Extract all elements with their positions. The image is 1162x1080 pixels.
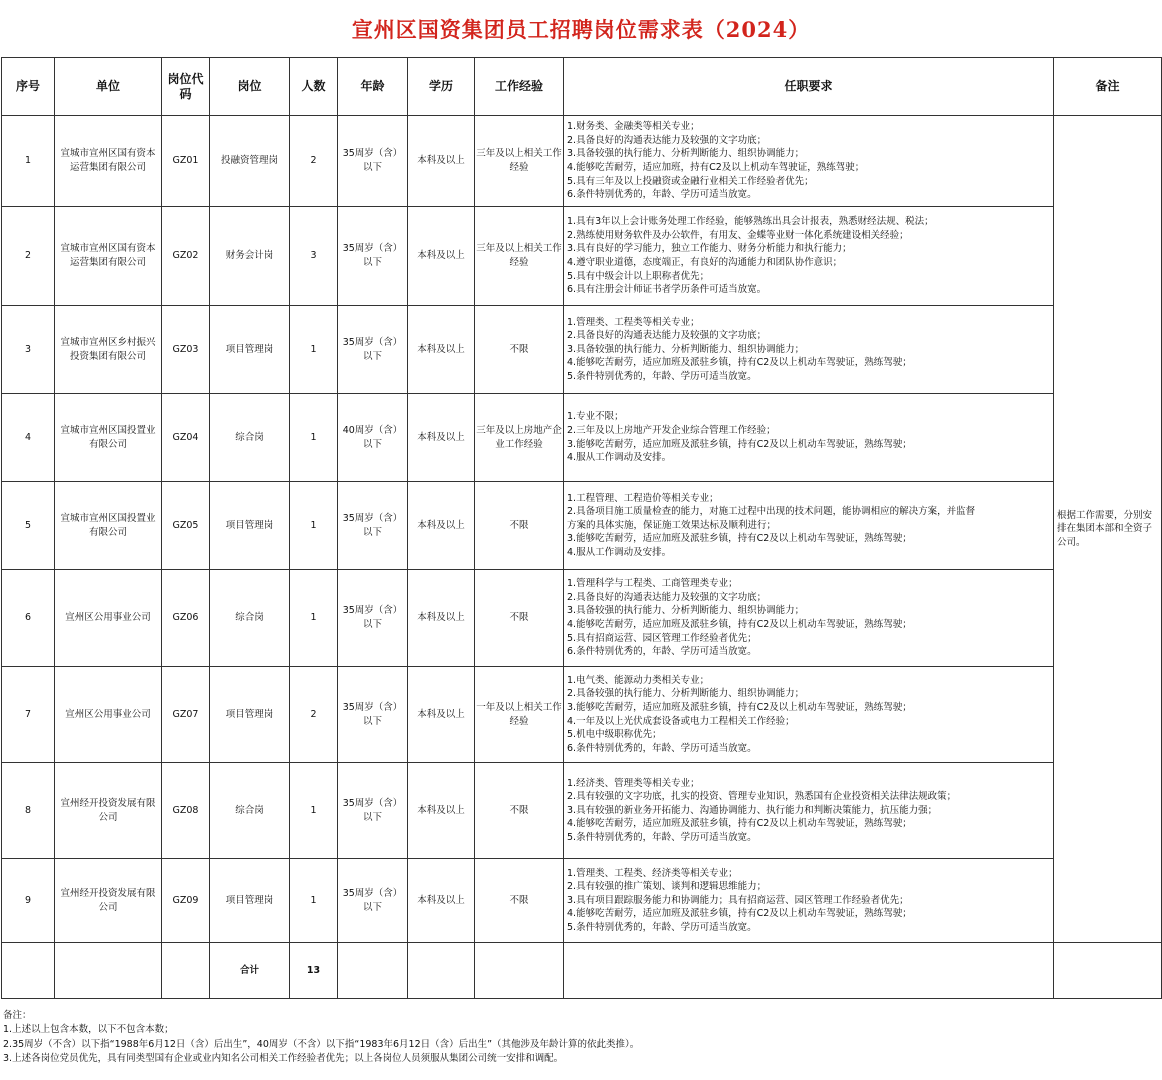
post-code: GZ03 xyxy=(162,306,210,394)
unit-name: 宣城市宣州区国有资本运营集团有限公司 xyxy=(55,116,162,207)
post-code: GZ01 xyxy=(162,116,210,207)
education: 本科及以上 xyxy=(408,116,475,207)
requirements xyxy=(564,306,1054,394)
empty-cell xyxy=(564,943,1054,999)
requirements xyxy=(564,570,1054,667)
requirement-line: 2.具备良好的沟通表达能力及较强的文字功底； xyxy=(567,134,767,146)
table-row xyxy=(2,207,1162,306)
unit-name: 宣州区公用事业公司 xyxy=(55,667,162,763)
row-number: 9 xyxy=(2,859,55,943)
unit-name: 宣城市宣州区国有资本运营集团有限公司 xyxy=(55,207,162,306)
education: 本科及以上 xyxy=(408,306,475,394)
unit-name: 宣城市宣州区乡村振兴投资集团有限公司 xyxy=(55,306,162,394)
requirement-line: 1.电气类、能源动力类相关专业； xyxy=(567,674,710,686)
requirement-line: 2.具备项目施工质量检查的能力，对施工过程中出现的技术问题，能协调相应的解决方案，并监督 xyxy=(567,506,976,518)
requirement-line: 4.服从工作调动及安排。 xyxy=(567,452,672,464)
requirements xyxy=(564,859,1054,943)
row-number: 2 xyxy=(2,207,55,306)
total-label: 合计 xyxy=(210,943,290,999)
unit-name: 宣城市宣州区国投置业有限公司 xyxy=(55,394,162,482)
row-number: 1 xyxy=(2,116,55,207)
requirement-line: 6.条件特别优秀的，年龄、学历可适当放宽。 xyxy=(567,646,757,658)
header-cell: 工作经验 xyxy=(475,58,564,116)
education: 本科及以上 xyxy=(408,859,475,943)
empty-cell xyxy=(1054,943,1162,999)
table-row xyxy=(2,570,1162,667)
table-row xyxy=(2,306,1162,394)
requirement-line: 5.具有三年及以上投融资或金融行业相关工作经验者优先； xyxy=(567,175,814,187)
education: 本科及以上 xyxy=(408,570,475,667)
experience: 不限 xyxy=(475,306,564,394)
requirement-line: 6.条件特别优秀的，年龄、学历可适当放宽。 xyxy=(567,189,757,201)
headcount: 1 xyxy=(290,763,338,859)
education: 本科及以上 xyxy=(408,667,475,763)
requirement-line: 方案的具体实施，保证施工效果达标及顺利进行； xyxy=(567,519,777,531)
table-row xyxy=(2,667,1162,763)
requirement-line: 4.服从工作调动及安排。 xyxy=(567,546,672,558)
requirement-line: 3.能够吃苦耐劳，适应加班及派驻乡镇，持有C2及以上机动车驾驶证，熟练驾驶； xyxy=(567,438,912,450)
requirement-line: 2.具有较强的文字功底，扎实的投资、管理专业知识，熟悉国有企业投资相关法律法规政策； xyxy=(567,791,957,803)
requirement-line: 3.具有良好的学习能力，独立工作能力、财务分析能力和执行能力； xyxy=(567,243,852,255)
unit-name: 宣州经开投资发展有限公司 xyxy=(55,763,162,859)
requirement-line: 4.一年及以上光伏成套设备或电力工程相关工作经验； xyxy=(567,715,795,727)
requirements xyxy=(564,394,1054,482)
headcount: 1 xyxy=(290,306,338,394)
post-name: 项目管理岗 xyxy=(210,306,290,394)
requirement-line: 2.具备良好的沟通表达能力及较强的文字功底； xyxy=(567,591,767,603)
post-code: GZ04 xyxy=(162,394,210,482)
age-limit: 35周岁（含）以下 xyxy=(338,763,408,859)
experience: 三年及以上相关工作经验 xyxy=(475,116,564,207)
unit-name: 宣州经开投资发展有限公司 xyxy=(55,859,162,943)
experience: 三年及以上房地产企业工作经验 xyxy=(475,394,564,482)
requirement-line: 2.具备较强的执行能力、分析判断能力、组织协调能力； xyxy=(567,688,805,700)
empty-cell xyxy=(408,943,475,999)
remark-cell: 根据工作需要，分别安排在集团本部和全资子公司。 xyxy=(1054,116,1162,943)
footer-note: 2.35周岁（不含）以下指“1988年6月12日（含）后出生”，40周岁（不含）以下指“1983年6月12日（含）后出生”（其他涉及年龄计算的依此类推）。 xyxy=(3,1038,640,1050)
post-name: 综合岗 xyxy=(210,570,290,667)
row-number: 7 xyxy=(2,667,55,763)
row-number: 5 xyxy=(2,482,55,570)
post-code: GZ02 xyxy=(162,207,210,306)
table-row xyxy=(2,482,1162,570)
footer-notes xyxy=(3,1009,639,1066)
footer-heading: 备注： xyxy=(3,1010,32,1021)
table-row xyxy=(2,394,1162,482)
page-title: 宣州区国资集团员工招聘岗位需求表（2024） xyxy=(351,17,811,42)
requirement-line: 2.具有较强的推广策划、谈判和逻辑思维能力； xyxy=(567,881,767,893)
requirement-line: 4.能够吃苦耐劳，适应加班及派驻乡镇，持有C2及以上机动车驾驶证，熟练驾驶； xyxy=(567,619,912,630)
education: 本科及以上 xyxy=(408,482,475,570)
header-cell: 备注 xyxy=(1054,58,1162,116)
requirement-line: 4.能够吃苦耐劳，适应加班，持有C2及以上机动车驾驶证，熟练驾驶； xyxy=(567,162,865,173)
requirement-line: 2.熟练使用财务软件及办公软件，有用友、金蝶等业财一体化系统建设相关经验； xyxy=(567,229,909,241)
header-cell: 岗位 xyxy=(210,58,290,116)
table-row xyxy=(2,116,1162,207)
requirement-line: 6.条件特别优秀的，年龄、学历可适当放宽。 xyxy=(567,742,757,754)
requirements xyxy=(564,763,1054,859)
requirement-line: 5.具有招商运营、园区管理工作经验者优先； xyxy=(567,632,757,644)
row-number: 3 xyxy=(2,306,55,394)
experience: 一年及以上相关工作经验 xyxy=(475,667,564,763)
table-row xyxy=(2,763,1162,859)
age-limit: 35周岁（含）以下 xyxy=(338,667,408,763)
age-limit: 35周岁（含）以下 xyxy=(338,482,408,570)
post-code: GZ09 xyxy=(162,859,210,943)
post-code: GZ05 xyxy=(162,482,210,570)
requirement-line: 1.财务类、金融类等相关专业； xyxy=(567,121,700,133)
requirements xyxy=(564,207,1054,306)
header-cell: 学历 xyxy=(408,58,475,116)
requirement-line: 4.能够吃苦耐劳，适应加班及派驻乡镇，持有C2及以上机动车驾驶证，熟练驾驶； xyxy=(567,357,912,369)
requirement-line: 6.具有注册会计师证书者学历条件可适当放宽。 xyxy=(567,284,767,296)
requirements xyxy=(564,482,1054,570)
post-name: 综合岗 xyxy=(210,763,290,859)
post-code: GZ06 xyxy=(162,570,210,667)
requirement-line: 1.工程管理、工程造价等相关专业； xyxy=(567,492,719,504)
requirements xyxy=(564,667,1054,763)
requirement-line: 4.能够吃苦耐劳，适应加班及派驻乡镇，持有C2及以上机动车驾驶证，熟练驾驶； xyxy=(567,818,912,830)
experience: 三年及以上相关工作经验 xyxy=(475,207,564,306)
requirement-line: 1.经济类、管理类等相关专业； xyxy=(567,777,700,789)
header-cell: 单位 xyxy=(55,58,162,116)
empty-cell xyxy=(2,943,55,999)
footer-note: 1.上述以上包含本数，以下不包含本数； xyxy=(3,1024,174,1036)
requirement-line: 1.管理类、工程类等相关专业； xyxy=(567,316,700,328)
headcount: 2 xyxy=(290,116,338,207)
age-limit: 35周岁（含）以下 xyxy=(338,116,408,207)
requirement-line: 3.具备较强的执行能力、分析判断能力、组织协调能力； xyxy=(567,605,805,617)
header-row xyxy=(2,58,1162,116)
row-number: 4 xyxy=(2,394,55,482)
requirement-line: 3.具有较强的新业务开拓能力、沟通协调能力、执行能力和判断决策能力，抗压能力强； xyxy=(567,804,938,816)
headcount: 1 xyxy=(290,482,338,570)
headcount: 1 xyxy=(290,570,338,667)
education: 本科及以上 xyxy=(408,763,475,859)
post-name: 项目管理岗 xyxy=(210,482,290,570)
age-limit: 40周岁（含）以下 xyxy=(338,394,408,482)
header-cell: 序号 xyxy=(2,58,55,116)
experience: 不限 xyxy=(475,763,564,859)
requirement-line: 5.机电中级职称优先； xyxy=(567,729,662,741)
unit-name: 宣州区公用事业公司 xyxy=(55,570,162,667)
education: 本科及以上 xyxy=(408,207,475,306)
requirement-line: 5.条件特别优秀的，年龄、学历可适当放宽。 xyxy=(567,921,757,933)
requirement-line: 2.三年及以上房地产开发企业综合管理工作经验； xyxy=(567,424,776,436)
post-name: 综合岗 xyxy=(210,394,290,482)
age-limit: 35周岁（含）以下 xyxy=(338,207,408,306)
total-row xyxy=(2,943,1162,999)
empty-cell xyxy=(55,943,162,999)
experience: 不限 xyxy=(475,482,564,570)
empty-cell xyxy=(475,943,564,999)
requirement-line: 3.具备较强的执行能力、分析判断能力、组织协调能力； xyxy=(567,343,805,355)
experience: 不限 xyxy=(475,859,564,943)
header-cell: 年龄 xyxy=(338,58,408,116)
education: 本科及以上 xyxy=(408,394,475,482)
requirement-line: 1.专业不限； xyxy=(567,411,624,423)
row-number: 8 xyxy=(2,763,55,859)
requirement-line: 5.条件特别优秀的，年龄、学历可适当放宽。 xyxy=(567,831,757,843)
post-code: GZ08 xyxy=(162,763,210,859)
age-limit: 35周岁（含）以下 xyxy=(338,859,408,943)
unit-name: 宣城市宣州区国投置业有限公司 xyxy=(55,482,162,570)
header-cell: 任职要求 xyxy=(564,58,1054,116)
requirement-line: 4.能够吃苦耐劳，适应加班及派驻乡镇，持有C2及以上机动车驾驶证，熟练驾驶； xyxy=(567,908,912,920)
headcount: 2 xyxy=(290,667,338,763)
post-name: 项目管理岗 xyxy=(210,859,290,943)
row-number: 6 xyxy=(2,570,55,667)
post-name: 项目管理岗 xyxy=(210,667,290,763)
requirement-line: 1.管理科学与工程类、工商管理类专业； xyxy=(567,578,738,590)
requirement-line: 1.管理类、工程类、经济类等相关专业； xyxy=(567,867,738,879)
footer-note: 3.上述各岗位党员优先，具有同类型国有企业或业内知名公司相关工作经验者优先；以上各岗位人员须服从集团公司统一安排和调配。 xyxy=(3,1052,564,1064)
experience: 不限 xyxy=(475,570,564,667)
post-code: GZ07 xyxy=(162,667,210,763)
requirement-line: 3.具有项目跟踪服务能力和协调能力；具有招商运营、园区管理工作经验者优先； xyxy=(567,894,909,906)
requirement-line: 5.条件特别优秀的，年龄、学历可适当放宽。 xyxy=(567,370,757,382)
headcount: 1 xyxy=(290,394,338,482)
headcount: 1 xyxy=(290,859,338,943)
header-cell: 人数 xyxy=(290,58,338,116)
requirement-line: 3.能够吃苦耐劳，适应加班及派驻乡镇，持有C2及以上机动车驾驶证，熟练驾驶； xyxy=(567,533,912,545)
table-row xyxy=(2,859,1162,943)
recruitment-table xyxy=(1,57,1162,999)
post-name: 投融资管理岗 xyxy=(210,116,290,207)
requirement-line: 3.能够吃苦耐劳，适应加班及派驻乡镇，持有C2及以上机动车驾驶证，熟练驾驶； xyxy=(567,701,912,713)
requirement-line: 1.具有3年以上会计账务处理工作经验，能够熟练出具会计报表，熟悉财经法规、税法； xyxy=(567,216,934,228)
headcount: 3 xyxy=(290,207,338,306)
requirements xyxy=(564,116,1054,207)
requirement-line: 5.具有中级会计以上职称者优先； xyxy=(567,270,710,282)
post-name: 财务会计岗 xyxy=(210,207,290,306)
empty-cell xyxy=(338,943,408,999)
total-count: 13 xyxy=(290,943,338,999)
requirement-line: 4.遵守职业道德，态度端正，有良好的沟通能力和团队协作意识； xyxy=(567,257,843,268)
header-cell: 岗位代码 xyxy=(162,58,210,116)
empty-cell xyxy=(162,943,210,999)
requirement-line: 2.具备良好的沟通表达能力及较强的文字功底； xyxy=(567,330,767,342)
age-limit: 35周岁（含）以下 xyxy=(338,570,408,667)
requirement-line: 3.具备较强的执行能力、分析判断能力、组织协调能力； xyxy=(567,148,805,160)
age-limit: 35周岁（含）以下 xyxy=(338,306,408,394)
